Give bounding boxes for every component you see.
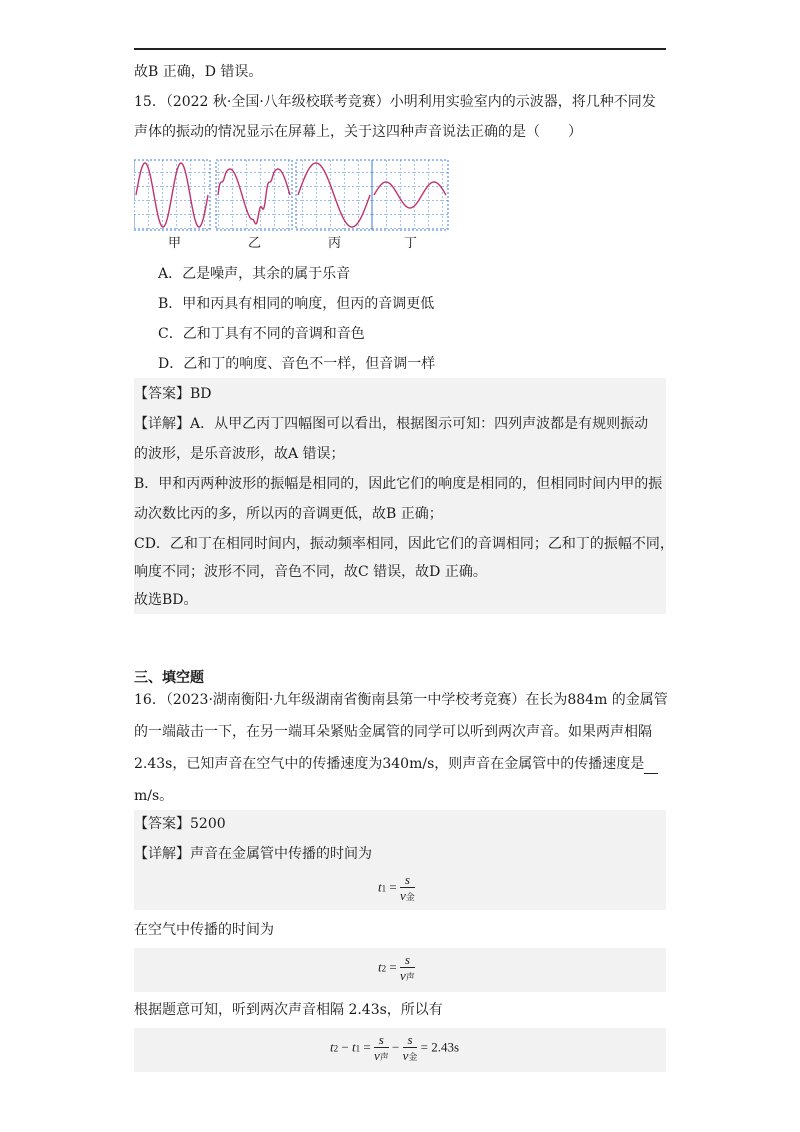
- q15-detail-7: 故选BD。: [134, 592, 198, 608]
- section-heading: 三、填空题: [134, 670, 204, 686]
- eq3-fraction-2: [403, 1032, 418, 1065]
- eq3-equals-1: =: [363, 1039, 371, 1055]
- equation-box-t2: [134, 948, 666, 992]
- q15-stem-line1: 15．（2022 秋·全国·八年级校联考竞赛）小明利用实验室内的示波器，将几种不同发: [134, 94, 656, 110]
- eq1-fraction: [400, 872, 415, 905]
- eq2-equals: =: [389, 959, 397, 975]
- wave-label-ding: 丁: [404, 236, 418, 251]
- eq2-lhs: t: [378, 959, 382, 975]
- q15-detail-4: 动次数比丙的多，所以丙的音调更低，故B 正确；: [134, 506, 443, 522]
- equation-time-difference: [330, 1032, 459, 1065]
- eq3-t1-sub: 1: [355, 1043, 361, 1054]
- eq3-t2: t: [330, 1039, 334, 1055]
- eq2-fraction: [400, 952, 415, 985]
- eq2-denominator: [400, 968, 415, 985]
- eq3-den2-sub: 金: [408, 1052, 418, 1062]
- waveform-bing: [296, 160, 372, 230]
- eq3-den2-v: v: [402, 1048, 409, 1063]
- eq1-lhs-sub: 1: [381, 883, 387, 894]
- eq3-fraction-1: [374, 1032, 389, 1065]
- eq3-minus-2: −: [391, 1039, 400, 1055]
- q15-option-d: D．乙和丁的响度、音色不一样，但音调一样: [158, 356, 436, 372]
- q15-option-b: B．甲和丙具有相同的响度，但丙的音调更低: [158, 296, 435, 312]
- q15-answer: 【答案】BD: [134, 386, 212, 402]
- eq1-numerator: s: [400, 872, 415, 888]
- eq2-den-v: v: [399, 968, 406, 983]
- q16-answer: 【答案】5200: [134, 816, 226, 832]
- q16-detail-1: 【详解】声音在金属管中传播的时间为: [134, 846, 372, 862]
- q16-stem-line4: m/s。: [134, 788, 174, 804]
- q15-detail-6: 响度不同；波形不同，音色不同，故C 错误，故D 正确。: [134, 564, 487, 580]
- q16-detail-3: 根据题意可知，听到两次声音相隔 2.43s，所以有: [134, 1002, 443, 1018]
- q15-option-a: A．乙是噪声，其余的属于乐音: [158, 266, 351, 282]
- wave-label-jia: 甲: [168, 236, 182, 251]
- eq3-t1: t: [351, 1039, 356, 1055]
- q15-option-c: C．乙和丁具有不同的音调和音色: [158, 326, 365, 342]
- q16-answer-box: [134, 810, 666, 910]
- eq1-den-v: v: [399, 888, 406, 903]
- eq1-lhs: t: [378, 879, 382, 895]
- equation-t1: [378, 872, 415, 905]
- q15-detail-2: 的波形，是乐音波形，故A 错误；: [134, 446, 345, 462]
- eq3-num2: s: [403, 1032, 418, 1048]
- eq1-equals: =: [389, 879, 397, 895]
- q16-stem-line2: 的一端敲击一下，在另一端耳朵紧贴金属管的同学可以听到两次声音。如果两声相隔: [134, 724, 652, 740]
- eq3-den2: [403, 1048, 418, 1065]
- eq3-num1: s: [374, 1032, 389, 1048]
- eq1-den-sub: 金: [405, 892, 415, 902]
- eq3-den1-sub: 声: [379, 1052, 389, 1062]
- q15-stem-line2: 声体的振动的情况显示在屏幕上，关于这四种声音说法正确的是（ ）: [134, 124, 582, 140]
- waveform-figure: [134, 158, 450, 232]
- previous-conclusion: 故B 正确，D 错误。: [134, 64, 263, 80]
- equation-box-diff: [134, 1028, 666, 1072]
- waveform-ding: [372, 160, 448, 230]
- eq3-result: 2.43s: [431, 1039, 460, 1055]
- q16-stem-line3: [134, 754, 658, 774]
- eq3-equals-2: =: [420, 1039, 428, 1055]
- eq2-lhs-sub: 2: [381, 963, 387, 974]
- q16-stem-line1: 16．（2023·湖南衡阳·九年级湖南省衡南县第一中学校考竞赛）在长为884m 的金属管: [134, 692, 668, 708]
- answer-blank: [644, 759, 658, 774]
- q15-detail-5: CD．乙和丁在相同时间内，振动频率相同，因此它们的音调相同；乙和丁的振幅不同，: [134, 536, 674, 552]
- eq3-den1-v: v: [373, 1048, 380, 1063]
- eq1-denominator: [400, 888, 415, 905]
- q15-answer-box: [134, 378, 674, 614]
- equation-t2: [378, 952, 415, 985]
- header-rule: [134, 48, 666, 50]
- eq3-t2-sub: 2: [333, 1043, 339, 1054]
- eq3-den1: [374, 1048, 389, 1065]
- waveform-yi: [216, 160, 292, 230]
- eq2-den-sub: 声: [405, 972, 415, 982]
- eq3-minus-1: −: [341, 1039, 349, 1055]
- eq2-numerator: s: [400, 952, 415, 968]
- wave-label-bing: 丙: [328, 236, 342, 251]
- q15-detail-3: B．甲和丙两种波形的振幅是相同的，因此它们的响度是相同的，但相同时间内甲的振: [134, 476, 663, 492]
- q16-stem-line3-text: 2.43s，已知声音在空气中的传播速度为340m/s，则声音在金属管中的传播速度是: [134, 756, 645, 772]
- waveform-jia: [134, 160, 210, 230]
- q16-detail-2: 在空气中传播的时间为: [134, 922, 274, 938]
- wave-label-yi: 乙: [248, 236, 262, 251]
- q15-detail-1: 【详解】A．从甲乙丙丁四幅图可以看出，根据图示可知：四列声波都是有规则振动: [134, 416, 649, 432]
